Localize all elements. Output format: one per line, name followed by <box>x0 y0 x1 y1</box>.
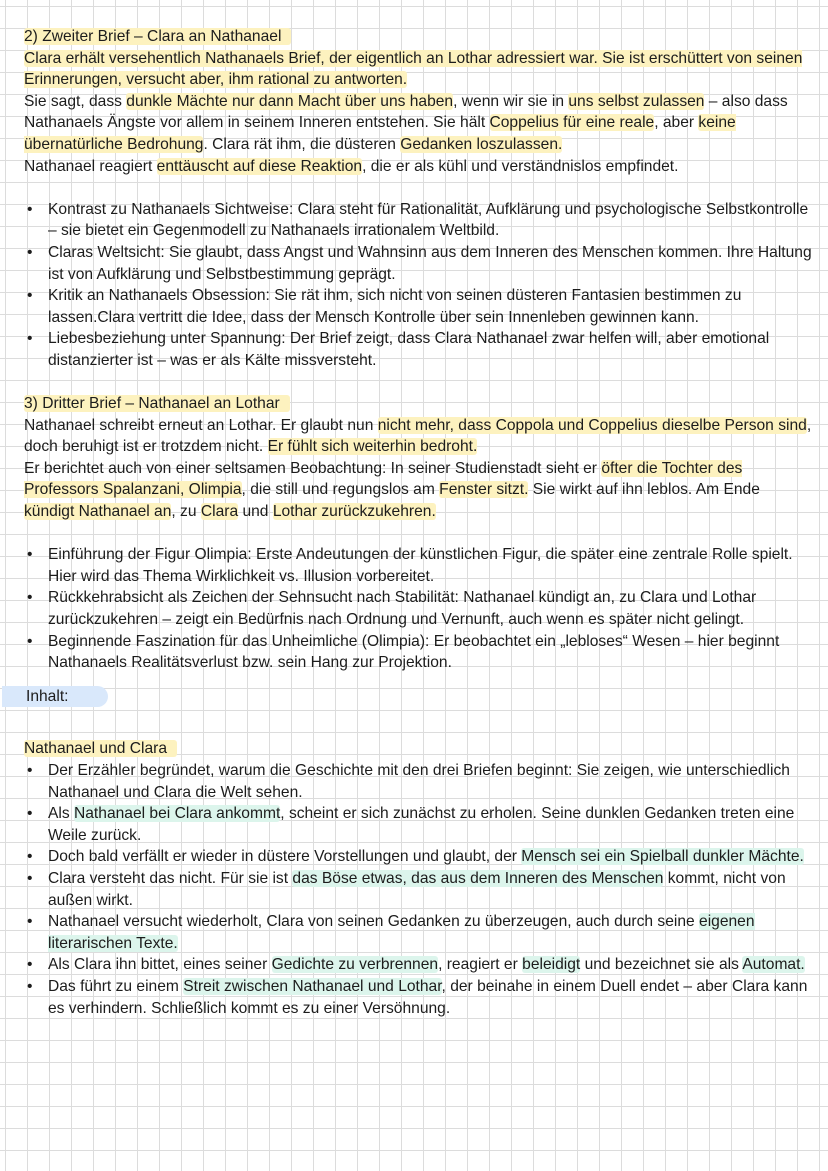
bullet-item: • Einführung der Figur Olimpia: Erste Andeutungen der künstlichen Figur, die später eine zentrale Rolle spielt. Hier wird das Thema Wirklichkeit vs. Illusion vorbereitet. <box>24 544 814 587</box>
bullet-item <box>24 760 814 803</box>
highlighted-text: Clara erhält versehentlich Nathanaels Brief, der eigentlich an Lothar adressiert war. Sie ist erschüttert von seinen Erinnerungen, versucht aber, ihm rational zu antworten. <box>24 49 803 89</box>
highlighted-text: Automat. <box>742 956 805 974</box>
section-heading: 3) Dritter Brief – Nathanael an Lothar <box>24 395 290 412</box>
text-segment: – also dass Nathanaels Ängste vor allem in seinem Inneren entstehen. Sie hält <box>24 92 788 132</box>
text-segment: , reagiert er <box>438 956 523 974</box>
highlighted-text: Fenster sitzt. <box>439 481 529 499</box>
text-segment: Als Clara ihn bittet, eines seiner <box>48 956 272 974</box>
text-segment: , die still und regungslos am <box>241 481 440 499</box>
text-segment: Nathanael schreibt erneut an Lothar. Er glaubt nun <box>24 416 378 434</box>
inhalt-label: Inhalt: <box>2 686 108 708</box>
highlighted-text: beleidigt <box>522 956 581 974</box>
inhalt-label-row <box>24 686 814 708</box>
highlighted-text: Nathanael bei Clara ankommt <box>74 805 281 823</box>
text-segment: Er berichtet auch von einer seltsamen Beobachtung: In seiner Studienstadt sieht er <box>24 459 602 477</box>
text-segment: Sie wirkt auf ihn leblos. Am Ende <box>528 481 760 499</box>
text-segment: , aber <box>654 114 699 132</box>
bullet-list <box>24 544 814 674</box>
section-heading: Nathanael und Clara <box>24 740 177 757</box>
bullet-item: • Beginnende Faszination für das Unheimliche (Olimpia): Er beobachtet ein „lebloses“ Wesen – hier beginnt Nathanaels Realitätsverlust bzw. sein Hang zur Projektion. <box>24 631 814 674</box>
bullet-item: • Kontrast zu Nathanaels Sichtweise: Clara steht für Rationalität, Aufklärung und psychologische Selbstkontrolle – sie bietet ein Gegenmodell zu Nathanaels irrationalem Weltbild. <box>24 199 814 242</box>
bullet-item: • Kritik an Nathanaels Obsession: Sie rät ihm, sich nicht von seinen düsteren Fantasien bestimmen zu lassen.Clara vertritt die Idee, dass der Mensch Kontrolle über sein Innenleben gewinnen kann. <box>24 285 814 328</box>
highlighted-text: uns selbst zulassen <box>568 92 705 110</box>
text-segment: und <box>238 503 273 521</box>
text-segment: kommt, nicht von außen wirkt. <box>48 869 786 909</box>
highlighted-text: keine übernatürliche Bedrohung <box>24 114 736 153</box>
text-segment: Doch bald verfällt er wieder in düstere Vorstellungen und glaubt, der <box>48 848 522 866</box>
text-segment: , der beinahe in einem Duell endet – aber Clara kann es verhindern. Schließlich kommt es zu einer Versöhnung. <box>48 977 808 1017</box>
highlighted-text: Streit zwischen Nathanael und Lothar <box>183 977 442 995</box>
bullet-item <box>24 976 814 1019</box>
text-segment: Als <box>48 805 74 823</box>
highlighted-text: enttäuscht auf diese Reaktion <box>156 157 363 175</box>
text-segment: , zu <box>171 503 201 521</box>
bullet-item <box>24 954 814 976</box>
text-segment: , wenn wir sie in <box>453 92 569 110</box>
highlighted-text: Coppelius für eine reale <box>489 114 655 132</box>
highlighted-text: dunkle Mächte nur dann Macht über uns haben <box>126 92 454 110</box>
section-heading: 2) Zweiter Brief – Clara an Nathanael <box>24 28 291 45</box>
bullet-item <box>24 911 814 954</box>
highlighted-text: öfter die Tochter des Professors Spalanzani, Olimpia <box>24 459 743 499</box>
text-segment: Nathanael reagiert <box>24 157 157 175</box>
text-segment: und bezeichnet sie als <box>580 956 743 974</box>
text-segment: , die er als kühl und verständnislos empfindet. <box>362 157 679 175</box>
section-nathanael-clara <box>24 738 814 1019</box>
highlighted-text: Clara <box>200 503 239 521</box>
bullet-item: • Claras Weltsicht: Sie glaubt, dass Angst und Wahnsinn aus dem Inneren des Menschen kommen. Ihre Haltung ist von Aufklärung und Selbstbestimmung geprägt. <box>24 242 814 285</box>
highlighted-text: Lothar zurückzukehren. <box>272 503 436 521</box>
highlighted-text: kündigt Nathanael an <box>24 503 172 521</box>
highlighted-text: Gedanken loszulassen. <box>400 135 563 153</box>
bullet-item <box>24 846 814 868</box>
text-segment: . Clara rät ihm, die düsteren <box>203 135 401 153</box>
bullet-list <box>24 760 814 1019</box>
section-paragraph <box>24 415 814 523</box>
highlighted-text: Er fühlt sich weiterhin bedroht. <box>267 438 478 456</box>
bullet-item: • Rückkehrabsicht als Zeichen der Sehnsucht nach Stabilität: Nathanael kündigt an, zu Clara und Lothar zurückzukehren – zeigt ein Bedürfnis nach Ordnung und Vernunft, auch wenn es später nicht gelingt. <box>24 587 814 630</box>
text-segment: Der Erzähler begründet, warum die Geschichte mit den drei Briefen beginnt: Sie zeigen, wie unterschiedlich Nathanael und Clara die Welt sehen. <box>48 762 790 801</box>
text-segment: Das führt zu einem <box>48 977 184 995</box>
text-segment: Sie sagt, dass <box>24 92 127 110</box>
bullet-item <box>24 868 814 911</box>
text-segment: Clara versteht das nicht. Für sie ist <box>48 869 293 887</box>
highlighted-text: Gedichte zu verbrennen <box>271 956 439 974</box>
section-paragraph <box>24 48 814 178</box>
text-segment: , scheint er sich zunächst zu erholen. Seine dunklen Gedanken treten eine Weile zurück. <box>48 805 795 844</box>
bullet-item: • Liebesbeziehung unter Spannung: Der Brief zeigt, dass Clara Nathanael zwar helfen will, aber emotional distanzierter ist – was er als Kälte missversteht. <box>24 328 814 371</box>
highlighted-text: das Böse etwas, das aus dem Inneren des Menschen <box>292 869 664 887</box>
text-segment: Nathanael versucht wiederholt, Clara von seinen Gedanken zu überzeugen, auch durch seine <box>48 913 700 931</box>
notes-page <box>24 26 814 1019</box>
text-segment: , doch beruhigt ist er trotzdem nicht. <box>24 416 812 456</box>
bullet-list <box>24 199 814 372</box>
section-third-letter <box>24 393 814 674</box>
section-second-letter <box>24 26 814 372</box>
highlighted-text: nicht mehr, dass Coppola und Coppelius dieselbe Person sind <box>377 416 807 434</box>
highlighted-text: eigenen literarischen Texte. <box>48 913 755 952</box>
bullet-item <box>24 803 814 846</box>
highlighted-text: Mensch sei ein Spielball dunkler Mächte. <box>521 848 804 866</box>
